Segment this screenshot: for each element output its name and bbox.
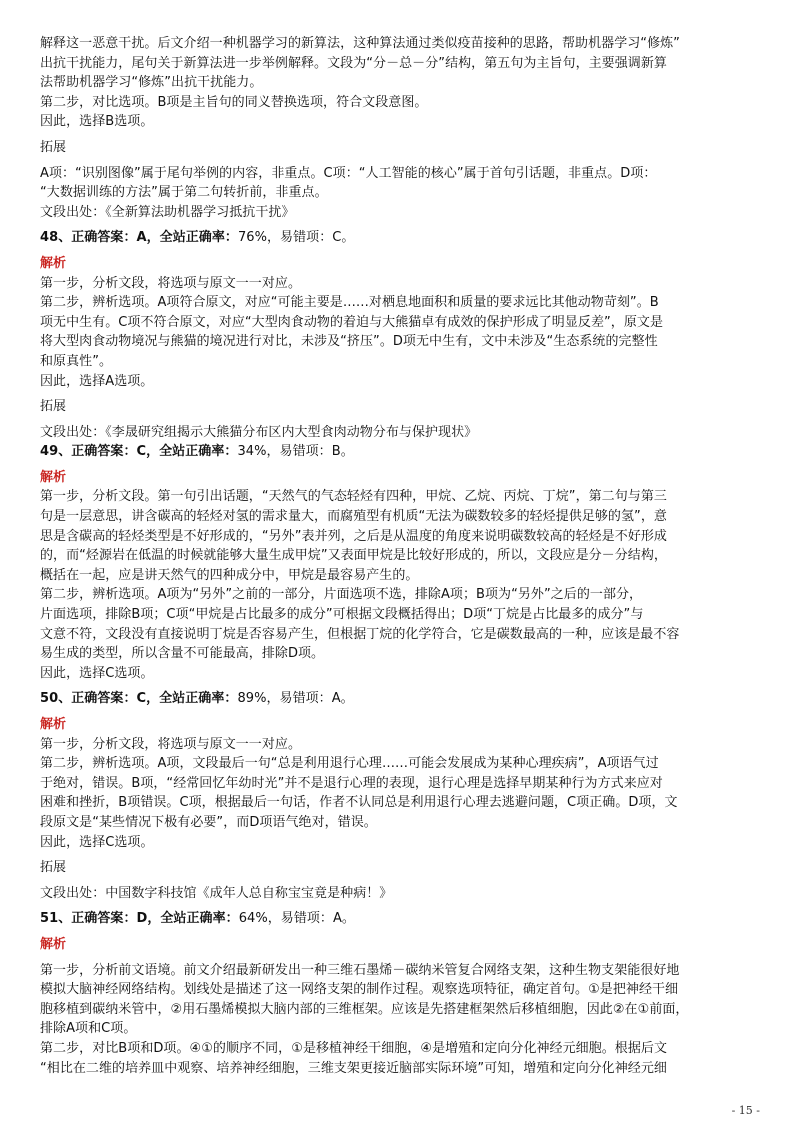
text-line: 概括在一起，应是讲天然气的四种成分中，甲烷是最容易产生的。 xyxy=(40,567,419,583)
answer-line xyxy=(40,442,762,462)
text-line: 片面选项，排除B项；C项“甲烷是占比最多的成分”可根据文段概括得出；D项“丁烷是占比最多的成分”与 xyxy=(40,607,644,623)
text-line: A项：“识别图像”属于尾句举例的内容，非重点。C项：“人工智能的核心”属于首句引话题，非重点。D项： xyxy=(40,165,657,181)
text-line: 于绝对，错误。B项，“经常回忆年幼时光”并不是退行心理的表现，退行心理是选择早期某种行为方式来应对 xyxy=(40,775,663,791)
text-line: 第一步，分析文段，将选项与原文一一对应。 xyxy=(40,736,302,752)
text-line: 第一步，分析前文语境。前文介绍最新研发出一种三维石墨烯－碳纳米管复合网络支架，这种生物支架能很好地 xyxy=(40,962,680,978)
answer-stats: 89%，易错项：A。 xyxy=(237,691,354,707)
text-line: 文段出处：《全新算法助机器学习抵抗干扰》 xyxy=(40,204,295,220)
text-line: 易生成的类型，所以含量不可能最高，排除D项。 xyxy=(40,646,325,662)
text-line: 文段出处：《李晟研究组揭示大熊猫分布区内大型食肉动物分布与保护现状》 xyxy=(40,424,478,440)
answer-stats: 76%，易错项：C。 xyxy=(237,230,355,246)
text-line: 因此，选择B选项。 xyxy=(40,114,154,130)
answer-stats: 34%，易错项：B。 xyxy=(237,444,354,460)
text-line: “相比在二维的培养皿中观察、培养神经细胞，三维支架更接近脑部实际环境”可知，增殖和定向分化神经元细 xyxy=(40,1060,667,1076)
text-line: 因此，选择A选项。 xyxy=(40,373,154,389)
answer-stats: 64%，易错项：A。 xyxy=(238,911,355,927)
text-line: 法帮助机器学习“修炼”出抗干扰能力。 xyxy=(40,75,263,91)
analysis-heading: 解析 xyxy=(40,717,67,732)
text-line: 第二步，对比B项和D项。④①的顺序不同，①是移植神经干细胞，④是增殖和定向分化神经元细胞。根据后文 xyxy=(40,1040,667,1056)
answer-line xyxy=(40,228,762,248)
answer-label: 50、正确答案：C，全站正确率： xyxy=(40,691,238,707)
document-body xyxy=(40,34,762,1078)
text-line: 文段出处：中国数字科技馆《成年人总自称宝宝竟是种病！》 xyxy=(40,885,393,901)
text-line: 第一步，分析文段。第一句引出话题，“天然气的气态轻烃有四种，甲烷、乙烷、丙烷、丁烷”，第二句与第三 xyxy=(40,489,667,505)
extension-heading: 拓展 xyxy=(40,399,67,415)
text-line: 因此，选择C选项。 xyxy=(40,834,154,850)
analysis-heading: 解析 xyxy=(40,469,67,485)
extension-heading: 拓展 xyxy=(40,860,67,876)
text-line: 第二步，辨析选项。A项为“另外”之前的一部分，片面选项不选，排除A项；B项为“另外”之后的一部分， xyxy=(40,587,643,603)
answer-label: 51、正确答案：D，全站正确率： xyxy=(40,911,239,927)
text-line: 第二步，对比选项。B项是主旨句的同义替换选项，符合文段意图。 xyxy=(40,94,428,110)
text-line: 将大型肉食动物境况与熊猫的境况进行对比，未涉及“挤压”。D项无中生有，文中未涉及“生态系统的完整性 xyxy=(40,334,658,350)
page-number: - 15 - xyxy=(731,1104,760,1117)
text-line: 困难和挫折，B项错误。C项，根据最后一句话，作者不认同总是利用退行心理去逃避问题，C项正确。D项，文 xyxy=(40,795,678,811)
text-line: 文意不符，文段没有直接说明丁烷是否容易产生，但根据丁烷的化学符合，它是碳数最高的一种，应该是最不容 xyxy=(40,626,680,642)
text-line: 第二步，辨析选项。A项，文段最后一句“总是利用退行心理……可能会发展成为某种心理疾病”，A项语气过 xyxy=(40,756,659,772)
analysis-heading: 解析 xyxy=(40,255,67,271)
answer-line xyxy=(40,909,762,929)
answer-label: 49、正确答案：C，全站正确率： xyxy=(40,444,238,460)
text-line: 的，而“烃源岩在低温的时候就能够大量生成甲烷”又表面甲烷是比较好形成的，所以，文段应是分－分结构， xyxy=(40,548,667,564)
text-line: 第二步，辨析选项。A项符合原文，对应“可能主要是……对栖息地面积和质量的要求远比其他动物苛刻”。B xyxy=(40,295,659,311)
text-line: 出抗干扰能力，尾句关于新算法进一步举例解释。文段为“分－总－分”结构，第五句为主旨句，主要强调新算 xyxy=(40,55,667,71)
text-line: 解释这一恶意干扰。后文介绍一种机器学习的新算法，这种算法通过类似疫苗接种的思路，帮助机器学习“修炼” xyxy=(40,36,680,51)
text-line: 因此，选择C选项。 xyxy=(40,665,154,681)
answer-label: 48、正确答案：A，全站正确率： xyxy=(40,230,238,246)
text-line: 第一步，分析文段，将选项与原文一一对应。 xyxy=(40,275,302,291)
text-line: “大数据训练的方法”属于第二句转折前，非重点。 xyxy=(40,185,328,201)
text-line: 思是含碳高的轻烃类型是不好形成的，“另外”表并列，之后是从温度的角度来说明碳数较高的轻烃是不好形成 xyxy=(40,528,667,544)
text-line: 项无中生有。C项不符合原文，对应“大型肉食动物的着迫与大熊猫卓有成效的保护形成了明显反差”，原文是 xyxy=(40,314,663,330)
text-line: 模拟大脑神经网络结构。划线处是描述了这一网络支架的制作过程。观察选项特征，确定首句。①是把神经干细 xyxy=(40,982,679,998)
text-line: 句是一层意思，讲含碳高的轻烃对氢的需求量大，而腐殖型有机质“无法为碳数较多的轻烃提供足够的氢”，意 xyxy=(40,509,667,525)
analysis-heading: 解析 xyxy=(40,936,67,952)
text-line: 胞移植到碳纳米管中，②用石墨烯模拟大脑内部的三维框架。应该是先搭建框架然后移植细胞，因此②在①前面， xyxy=(40,1001,689,1017)
text-line: 排除A项和C项。 xyxy=(40,1021,137,1037)
answer-line xyxy=(40,689,762,709)
text-line: 和原真性”。 xyxy=(40,353,113,369)
extension-heading: 拓展 xyxy=(40,139,67,155)
text-line: 段原文是“某些情况下极有必要”，而D项语气绝对，错误。 xyxy=(40,814,377,830)
